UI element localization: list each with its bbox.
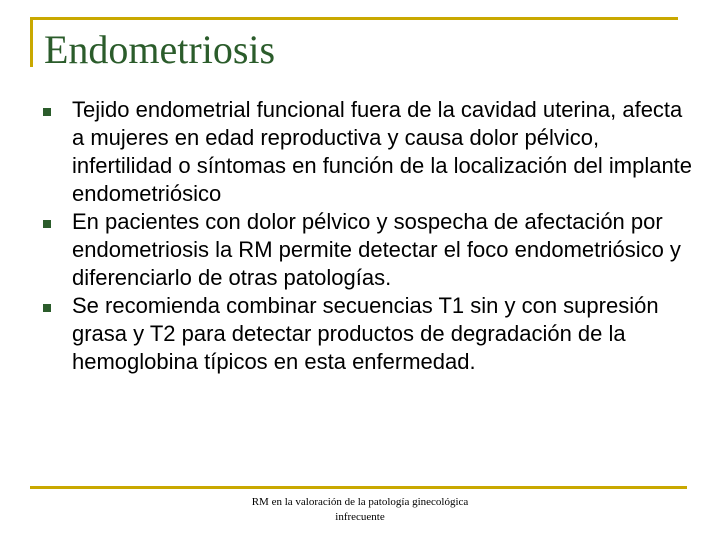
footer-line-1: RM en la valoración de la patología ginecológica — [251, 496, 469, 508]
bullet-item — [40, 292, 700, 376]
footer — [210, 495, 510, 525]
bullet-item — [40, 208, 700, 292]
slide-title: Endometriosis — [44, 27, 276, 72]
square-bullet-icon — [43, 220, 51, 228]
title-top-rule — [30, 17, 678, 20]
bullet-text: Tejido endometrial funcional fuera de la cavidad uterina, afecta a mujeres en edad reproductiva y causa dolor pélvico, infertilidad o síntomas en función de la localización del implante endometriósico — [72, 97, 693, 206]
bullet-item — [40, 96, 700, 208]
bullet-list — [40, 96, 700, 376]
bullet-text: Se recomienda combinar secuencias T1 sin y con supresión grasa y T2 para detectar productos de degradación de la hemoglobina típicos en esta enfermedad. — [72, 293, 659, 374]
square-bullet-icon — [43, 304, 51, 312]
title-left-rule — [30, 17, 33, 67]
footer-line-2: infrecuente — [335, 511, 385, 523]
square-bullet-icon — [43, 108, 51, 116]
footer-rule — [30, 486, 687, 489]
bullet-text: En pacientes con dolor pélvico y sospecha de afectación por endometriosis la RM permite detectar el foco endometriósico y diferenciarlo de otras patologías. — [72, 209, 681, 290]
